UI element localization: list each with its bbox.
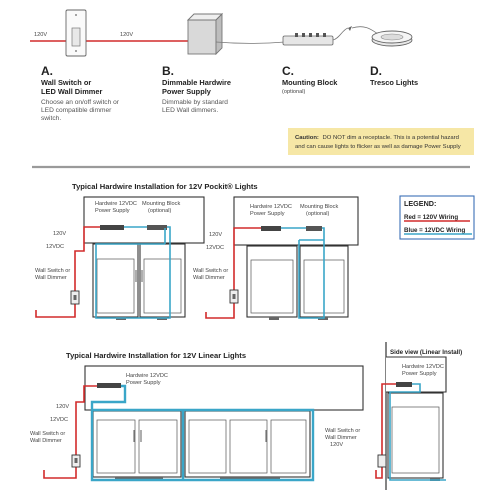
pockit2-switch-label-2: Wall Dimmer — [193, 275, 225, 281]
step-b-title-1: Dimmable Hardwire — [162, 78, 232, 87]
step-d — [370, 64, 418, 87]
top-label-120v-mid: 120V — [120, 32, 134, 38]
power-supply-icon — [188, 14, 222, 54]
step-b-desc-1: Dimmable by standard — [162, 99, 228, 106]
pockit1-12vdc-label: 12VDC — [46, 244, 65, 250]
side-psu-label-1: Hardwire 12VDC — [402, 364, 444, 370]
side-view-title: Side view (Linear Install) — [390, 349, 463, 356]
linear-12vdc-label: 12VDC — [50, 417, 69, 423]
pockit2-block-label-1: Mounting Block — [300, 204, 339, 210]
legend-blue-entry: Blue = 12VDC Wiring — [404, 227, 466, 234]
step-a-letter: A. — [41, 64, 53, 78]
step-c-letter: C. — [282, 64, 294, 78]
side-psu-label-2: Power Supply — [402, 371, 437, 377]
step-a-title-1: Wall Switch or — [41, 78, 92, 87]
linear-switch-label-2: Wall Dimmer — [30, 438, 62, 444]
pockit2-block — [306, 226, 322, 231]
tresco-light-icon — [372, 31, 412, 46]
step-c — [282, 64, 338, 95]
linear-120v-label: 120V — [56, 404, 70, 410]
caution-line-1: DO NOT dim a receptacle. This is a potential hazard — [322, 135, 459, 141]
step-d-letter: D. — [370, 64, 382, 78]
pockit1-cabinet-left — [93, 244, 138, 317]
pockit2-psu — [261, 226, 281, 231]
linear-switch-label-1: Wall Switch or — [30, 431, 66, 437]
top-wire-light — [352, 27, 378, 34]
pockit1-block-label-1: Mounting Block — [142, 201, 181, 207]
side-switch-label-2: Wall Dimmer — [325, 435, 357, 441]
pockit-title: Typical Hardwire Installation for 12V Pockit® Lights — [72, 182, 258, 191]
linear-cabinet-left — [93, 411, 181, 477]
legend-title: LEGEND: — [404, 199, 437, 208]
side-120v-label: 120V — [330, 442, 344, 448]
step-a — [41, 64, 120, 122]
linear-psu-label-2: Power Supply — [126, 380, 161, 386]
pockit1-switch-label-1: Wall Switch or — [35, 268, 71, 274]
pockit2-psu-label-2: Power Supply — [250, 211, 285, 217]
pockit2-12vdc-label: 12VDC — [206, 245, 225, 251]
pockit2-block-label-2: (optional) — [306, 211, 330, 217]
step-b-desc-2: LED Wall dimmers. — [162, 107, 219, 114]
legend-red-entry: Red = 120V Wiring — [404, 214, 459, 221]
pockit2-cabinet-left — [247, 246, 297, 317]
caution-box — [288, 128, 474, 155]
legend — [400, 196, 474, 239]
pockit2-psu-label-1: Hardwire 12VDC — [250, 204, 292, 210]
side-switch-label-1: Wall Switch or — [325, 428, 361, 434]
top-label-120v-left: 120V — [34, 32, 48, 38]
pockit1-block — [147, 225, 167, 230]
pockit1-psu-label-1: Hardwire 12VDC — [95, 201, 137, 207]
pockit1-cabinet-right — [140, 244, 185, 317]
pockit-diagram-2 — [193, 197, 358, 320]
mounting-block-icon — [283, 26, 352, 45]
side-view-diagram — [325, 342, 446, 490]
pockit2-120v-label: 120V — [209, 232, 223, 238]
step-b-letter: B. — [162, 64, 174, 78]
linear-diagram — [30, 366, 363, 480]
pockit-diagram-1 — [35, 197, 204, 320]
side-switch — [378, 455, 386, 467]
step-a-desc-1: Choose an on/off switch or — [41, 99, 119, 106]
step-b — [162, 64, 231, 114]
top-wire-12v — [216, 42, 285, 44]
step-a-title-2: LED Wall Dimmer — [41, 87, 103, 96]
caution-prefix: Caution: — [295, 135, 319, 141]
step-d-title: Tresco Lights — [370, 78, 419, 87]
pockit1-psu — [100, 225, 124, 230]
linear-cabinet-right — [185, 411, 310, 477]
side-psu — [396, 382, 412, 387]
linear-psu-label-1: Hardwire 12VDC — [126, 373, 168, 379]
caution-line-2: and can cause lights to flicker as well as damage Power Supply — [295, 144, 461, 150]
side-lower-cabinet — [388, 393, 443, 478]
step-a-desc-2: LED compatible dimmer — [41, 107, 112, 114]
pockit1-psu-label-2: Power Supply — [95, 208, 130, 214]
svg-text:Caution: DO NOT dim a re — [295, 135, 459, 141]
step-c-title: Mounting Block — [282, 78, 338, 87]
product-row — [30, 10, 412, 56]
step-c-note: (optional) — [282, 89, 306, 95]
caution-bg — [288, 128, 474, 155]
pockit1-block-label-2: (optional) — [148, 208, 172, 214]
wall-switch-icon — [66, 10, 86, 56]
step-a-desc-3: switch. — [41, 115, 62, 122]
pockit2-switch-label-1: Wall Switch or — [193, 268, 229, 274]
linear-title: Typical Hardwire Installation for 12V Linear Lights — [66, 351, 247, 360]
linear-psu — [97, 383, 121, 388]
step-b-title-2: Power Supply — [162, 87, 211, 96]
pockit1-120v-label: 120V — [53, 231, 67, 237]
pockit1-switch-label-2: Wall Dimmer — [35, 275, 67, 281]
